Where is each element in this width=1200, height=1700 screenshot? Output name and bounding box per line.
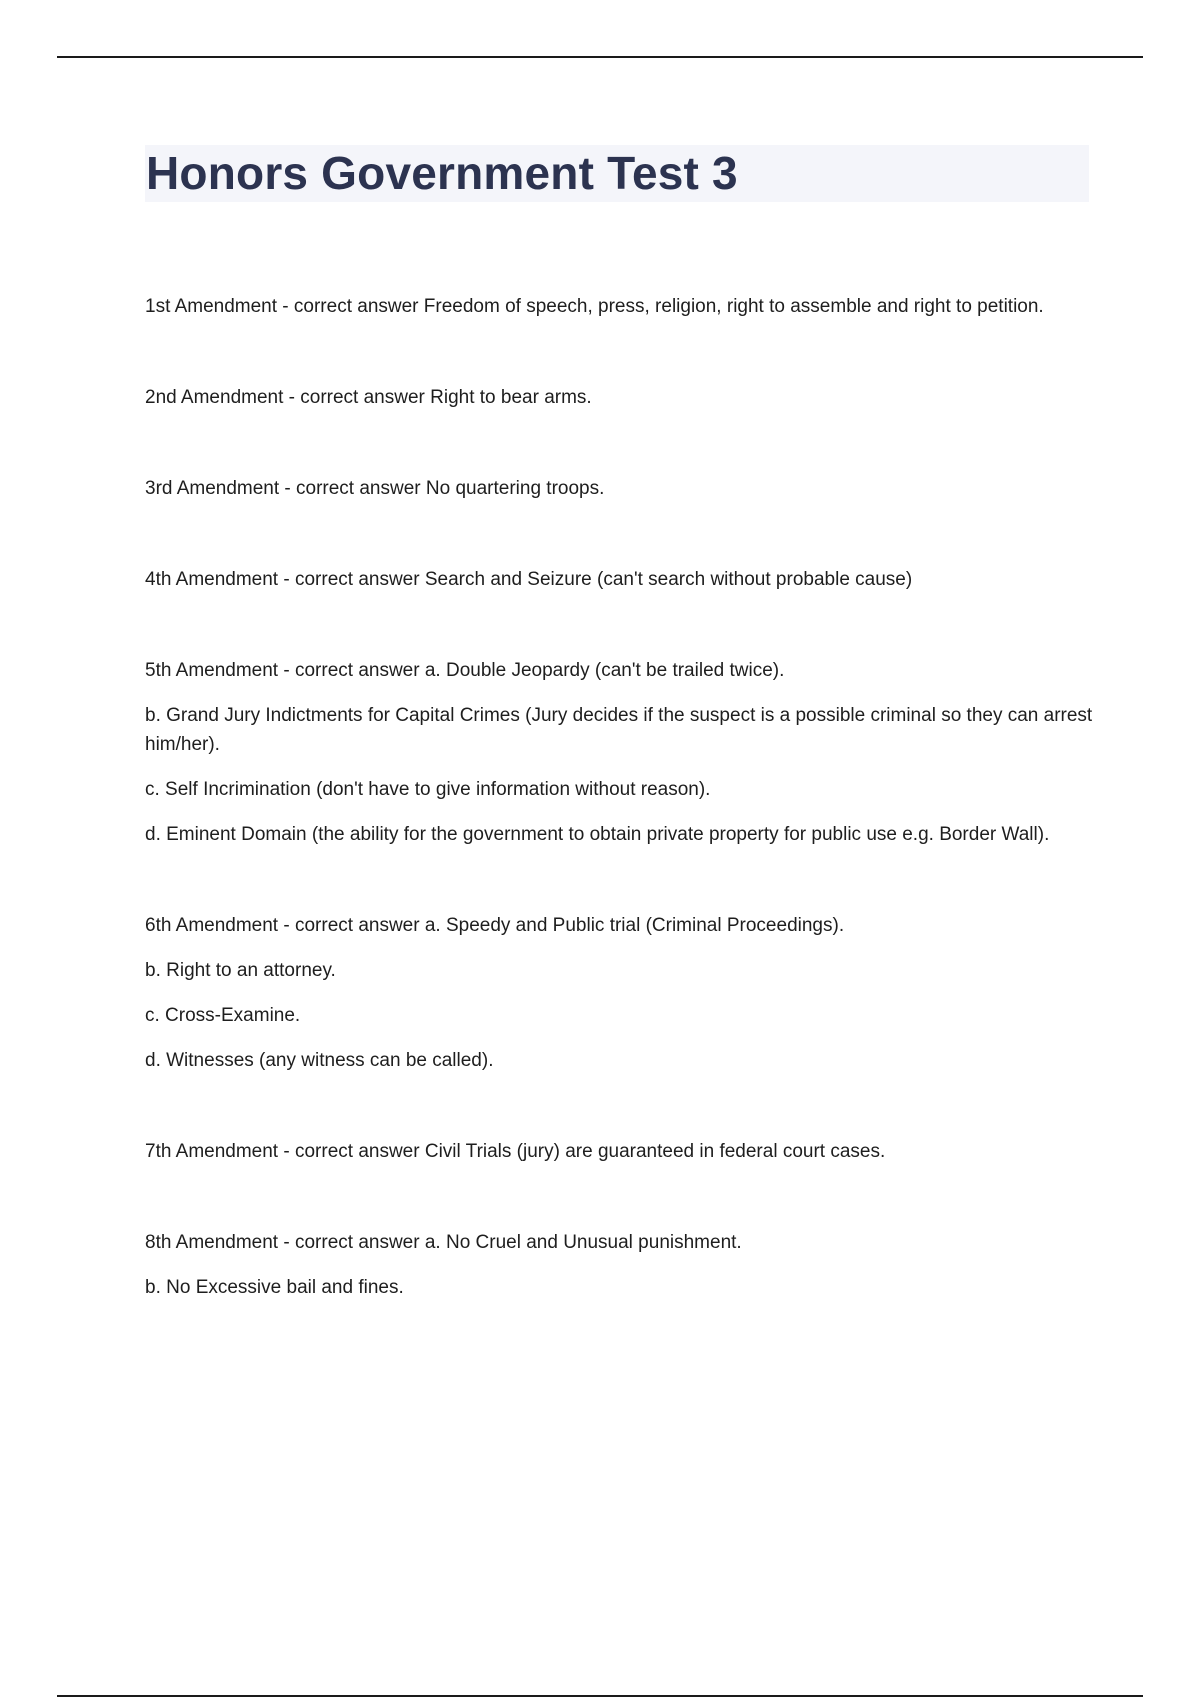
entry-6th-amendment [145,911,1095,1075]
document-body [145,292,1095,1364]
entry-line: 2nd Amendment - correct answer Right to bear arms. [145,387,592,408]
entry-1st-amendment [145,292,1095,321]
entry-line: 1st Amendment - correct answer Freedom of speech, press, religion, right to assemble and right to petition. [145,296,1044,317]
entry-line: c. Cross-Examine. [145,1005,301,1026]
entry-line: 4th Amendment - correct answer Search and Seizure (can't search without probable cause) [145,569,913,590]
entry-5th-amendment [145,656,1095,849]
entry-3rd-amendment [145,474,1095,503]
entry-line: b. No Excessive bail and fines. [145,1277,404,1298]
bottom-rule [57,1695,1143,1697]
page-title: Honors Government Test 3 [146,147,738,199]
entry-8th-amendment [145,1228,1095,1302]
entry-line: 7th Amendment - correct answer Civil Trials (jury) are guaranteed in federal court cases. [145,1141,886,1162]
top-rule [57,56,1143,58]
entry-7th-amendment [145,1137,1095,1166]
entry-4th-amendment [145,565,1095,594]
entry-line: b. Grand Jury Indictments for Capital Crimes (Jury decides if the suspect is a possible criminal so they can arrest him/her). [145,705,1093,755]
entry-line: c. Self Incrimination (don't have to give information without reason). [145,779,711,800]
entry-line: 6th Amendment - correct answer a. Speedy and Public trial (Criminal Proceedings). [145,915,845,936]
entry-line: 8th Amendment - correct answer a. No Cruel and Unusual punishment. [145,1232,742,1253]
entry-line: b. Right to an attorney. [145,960,336,981]
entry-line: 3rd Amendment - correct answer No quartering troops. [145,478,605,499]
entry-line: d. Eminent Domain (the ability for the government to obtain private property for public use e.g. Border Wall). [145,824,1050,845]
entry-line: d. Witnesses (any witness can be called). [145,1050,494,1071]
entry-line: 5th Amendment - correct answer a. Double Jeopardy (can't be trailed twice). [145,660,785,681]
entry-2nd-amendment [145,383,1095,412]
